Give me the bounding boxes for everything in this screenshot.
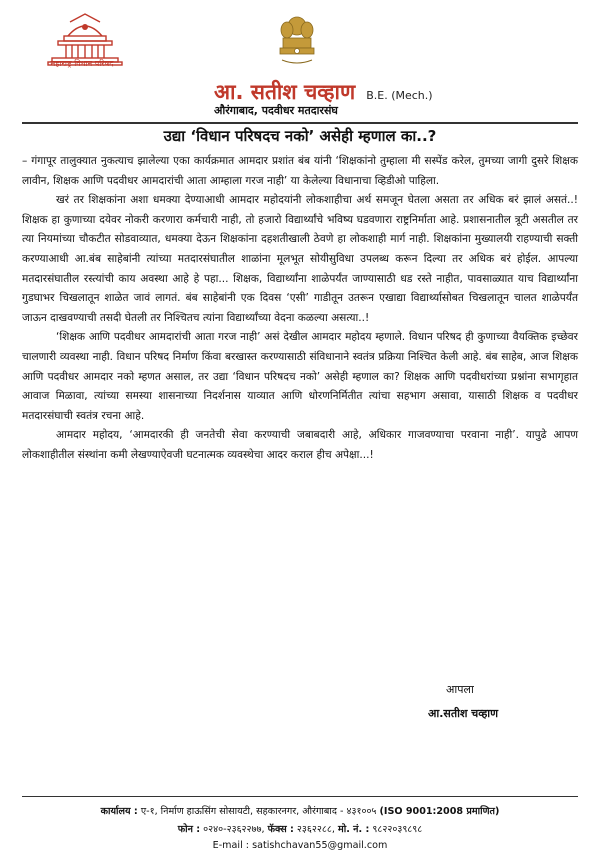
phone-label: फोन :	[177, 824, 201, 835]
logo-caption: महाराष्ट्र विधान परिषद	[50, 59, 114, 68]
email-label: E-mail :	[212, 840, 250, 851]
paragraph: ‘शिक्षक आणि पदवीधर आमदारांची आता गरज नाही’ असं देखील आमदार महोदय म्हणाले. विधान परिषद ही कुणाच्या वैयक्तिक इच्छेवर चालणारी व्यवस्था नाही. विधान परिषद निर्माण किंवा बरखास्त करण्यासाठी संविधानाने स्वतंत्र प्रक्रिया निश्चित केली आहे. बंब साहेब, आज शिक्षक आणि पदवीधर आमदार नको म्हणत असाल, तर उद्या ‘विधान परिषदच नको’ असेही म्हणाल का? शिक्षक आणि पदवीधरांच्या प्रश्नांना सभागृहात आवाज मिळावा, त्यांच्या समस्या शासनाच्या निदर्शनास याव्यात आणि धोरणनिर्मितीत त्यांचा सहभाग असावा, यासाठी शिक्षक व पदवीधर मतदारसंघाची स्वतंत्र रचना आहे.	[22, 331, 578, 422]
mobile-number: ९८२२०३९८९८	[372, 824, 423, 835]
ashoka-emblem-icon	[274, 14, 320, 70]
author-name-line	[214, 78, 433, 106]
iso-badge: (ISO 9001:2008 प्रमाणित)	[379, 806, 500, 817]
phone-number: ०२४०-२३६२२७७,	[203, 824, 265, 835]
fax-number: २३६२२८८,	[296, 824, 335, 835]
author-degree: B.E. (Mech.)	[366, 89, 433, 102]
closing-salutation: आपला	[446, 683, 474, 696]
paragraph: खरं तर शिक्षकांना अशा धमक्या देण्याआधी आमदार महोदयांनी लोकशाहीचा अर्थ समजून घेतला असता तर अधिक बरं झालं असतं..! शिक्षक हा कुणाच्या दयेवर नोकरी करणारा कर्मचारी नाही, तो हजारो विद्यार्थ्यांचे भविष्य घडवणारा राष्ट्रनिर्माता आहे. प्रशासनातील त्रूटी असतील तर त्या नियमांच्या चौकटीत सोडवाव्यात, धमक्या देऊन शिक्षकांना दहशतीखाली ठेवणे हा लोकशाही मार्ग नाही. शिक्षकांना मुख्यालयी राहण्याची सक्ती करण्याआधी आ.बंब साहेबांनी त्यांच्या मतदारसंघातील शाळांना मूलभूत सोयीसुविधा उपलब्ध करून दिल्या तर अधिक बरं होईल. आपल्या मतदारसंघातील रस्त्यांची काय अवस्था आहे हे पहा... शिक्षक, विद्यार्थ्यांना शाळेपर्यंत जाण्यासाठी धड रस्ते नाहीत, पावसाळ्यात याच विद्यार्थ्यांना गुडघाभर चिखलातून शाळेत जावं लागतं. बंब साहेबांनी एक दिवस ‘एसी’ गाडीतून उतरून एखाद्या विद्यार्थ्यासोबत चिखलातून चालत शाळेपर्यंत जाऊन दाखवण्याची तसदी घेतली तर निश्चितच त्यांना विद्यार्थ्यांच्या वेदना कळल्या असत्या..!	[22, 194, 578, 324]
office-label: कार्यालय :	[100, 806, 138, 817]
office-address-line	[0, 804, 600, 817]
constituency: औरंगाबाद, पदवीधर मतदारसंघ	[214, 104, 338, 117]
letter-body	[22, 152, 578, 466]
fax-label: फॅक्स :	[267, 824, 294, 835]
header-divider	[22, 122, 578, 124]
mobile-label: मो. नं. :	[337, 824, 370, 835]
author-name: आ. सतीश चव्हाण	[214, 80, 356, 104]
letter-heading: उद्या ‘विधान परिषदच नको’ असेही म्हणाल का..?	[163, 127, 437, 145]
email-address[interactable]: satishchavan55@gmail.com	[252, 840, 388, 851]
footer-divider	[22, 796, 578, 797]
vidhan-parishad-logo	[30, 12, 140, 82]
signature: आ.सतीश चव्हाण	[428, 707, 499, 720]
office-address: ए-१, निर्माण हाऊसिंग सोसायटी, सहकारनगर, औरंगाबाद - ४३१००५	[140, 806, 377, 817]
paragraph: आमदार महोदय, ‘आमदारकी ही जनतेची सेवा करण्याची जबाबदारी आहे, अधिकार गाजवण्याचा परवाना नाही’. यापुढे आपण लोकशाहीतील संस्थांना कमी लेखण्याऐवजी घटनात्मक व्यवस्थेचा आदर कराल हीच अपेक्षा...!	[22, 429, 578, 461]
email-line	[0, 840, 600, 851]
paragraph: – गंगापूर तालुक्यात नुकत्याच झालेल्या एका कार्यक्रमात आमदार प्रशांत बंब यांनी ‘शिक्षकांनो तुम्हाला मी सस्पेंड करेल, तुमच्या जागी दुसरे शिक्षक लावीन, शिक्षक आणि पदवीधर आमदारांची आता आम्हाला गरज नाही’ या केलेल्या विधानाचा व्हिडीओ पाहिला.	[22, 155, 578, 187]
contact-line	[0, 822, 600, 835]
